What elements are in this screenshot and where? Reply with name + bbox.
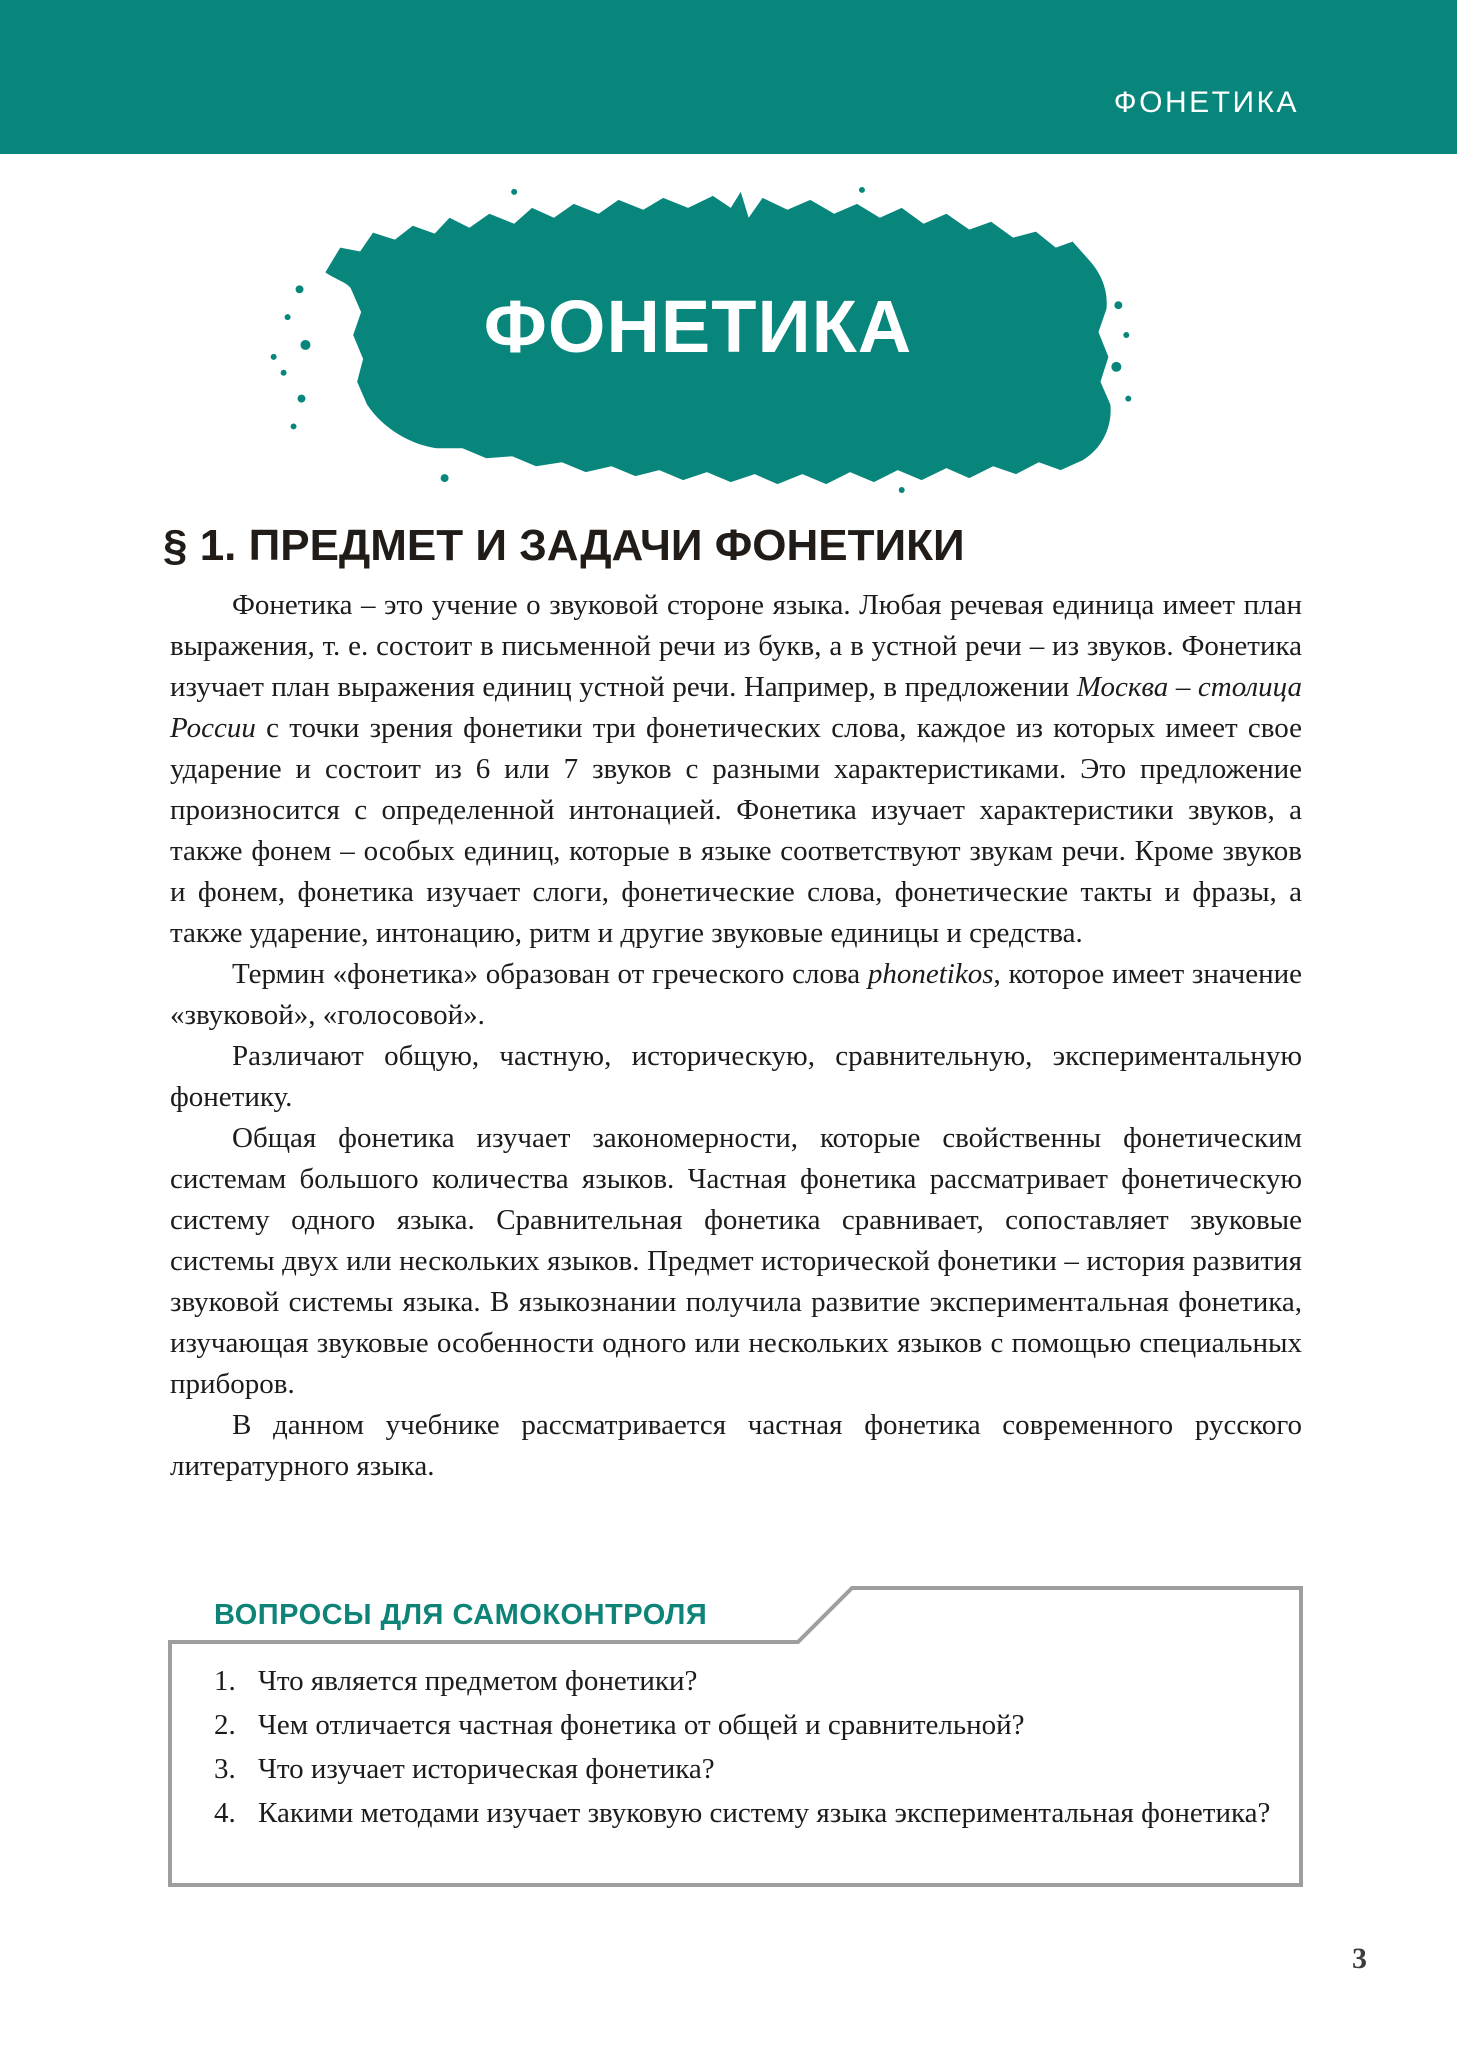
question-number: 1. (214, 1665, 236, 1697)
page-number: 3 (1352, 1942, 1367, 1975)
paragraph-3: Различают общую, частную, историческую, сравнительную, экспериментальную фонетику. (170, 1040, 1302, 1113)
paragraph-1 (170, 585, 1302, 954)
question-list (214, 1659, 1276, 1835)
paragraph-2-italic: phonetikos (867, 958, 994, 990)
question-text: Что является предметом фонетики? (258, 1665, 698, 1697)
paragraph-2-text: Термин «фонетика» образован от греческого слова (232, 958, 868, 990)
question-number: 3. (214, 1753, 236, 1785)
question-item (214, 1703, 1276, 1747)
question-text: Чем отличается частная фонетика от общей и сравнительной? (258, 1709, 1025, 1741)
question-item (214, 1659, 1276, 1703)
paragraph-4: Общая фонетика изучает закономерности, которые свойственны фонетическим системам большого количества языков. Частная фонетика рассматривает фонетическую систему одного языка. Сравнительная фонетика сравнивает, сопоставляет звуковые системы двух или нескольких языков. Предмет исторической фонетики – история развития звуковой системы языка. В языкознании получила развитие экспериментальная фонетика, изучающая звуковые особенности одного или нескольких языков с помощью специальных приборов. (170, 1122, 1302, 1400)
question-item (214, 1791, 1276, 1835)
chapter-hero (262, 178, 1134, 496)
self-check-heading: ВОПРОСЫ ДЛЯ САМОКОНТРОЛЯ (214, 1599, 708, 1631)
header-bar (0, 0, 1457, 154)
chapter-title: ФОНЕТИКА (483, 285, 913, 368)
paragraph-1-text: Фонетика – это учение о звуковой стороне языка. Любая речевая единица имеет план выражения, т. е. состоит в письменной речи из букв, а в устной речи – из звуков. Фонетика изучает план выражения единиц устной речи. Например, в предложении (170, 589, 1302, 703)
running-head: ФОНЕТИКА (1113, 86, 1299, 119)
question-text: Какими методами изучает звуковую систему языка экспериментальная фонетика? (258, 1797, 1271, 1829)
question-number: 4. (214, 1797, 236, 1829)
paragraph-2 (170, 954, 1302, 1036)
section-heading: § 1. ПРЕДМЕТ И ЗАДАЧИ ФОНЕТИКИ (163, 521, 965, 570)
paragraph-1-text-end: с точки зрения фонетики три фонетических слова, каждое из которых имеет свое ударение и состоит из 6 или 7 звуков с разными характеристиками. Это предложение произносится с определенной интонацией. Фонетика изучает характеристики звуков, а также фонем – особых единиц, которые в языке соответствуют звукам речи. Кроме звуков и фонем, фонетика изучает слоги, фонетические слова, фонетические такты и фразы, а также ударение, интонацию, ритм и другие звуковые единицы и средства. (170, 712, 1302, 949)
question-number: 2. (214, 1709, 236, 1741)
paragraph-2-text-end: , которое имеет значение «звуковой», «голосовой». (170, 958, 1302, 1031)
question-text: Что изучает историческая фонетика? (258, 1753, 715, 1785)
question-item (214, 1747, 1276, 1791)
article-body (170, 585, 1302, 1487)
paragraph-5: В данном учебнике рассматривается частная фонетика современного русского литературного языка. (170, 1409, 1302, 1482)
paragraph-1-italic: Москва – столица России (170, 671, 1302, 744)
